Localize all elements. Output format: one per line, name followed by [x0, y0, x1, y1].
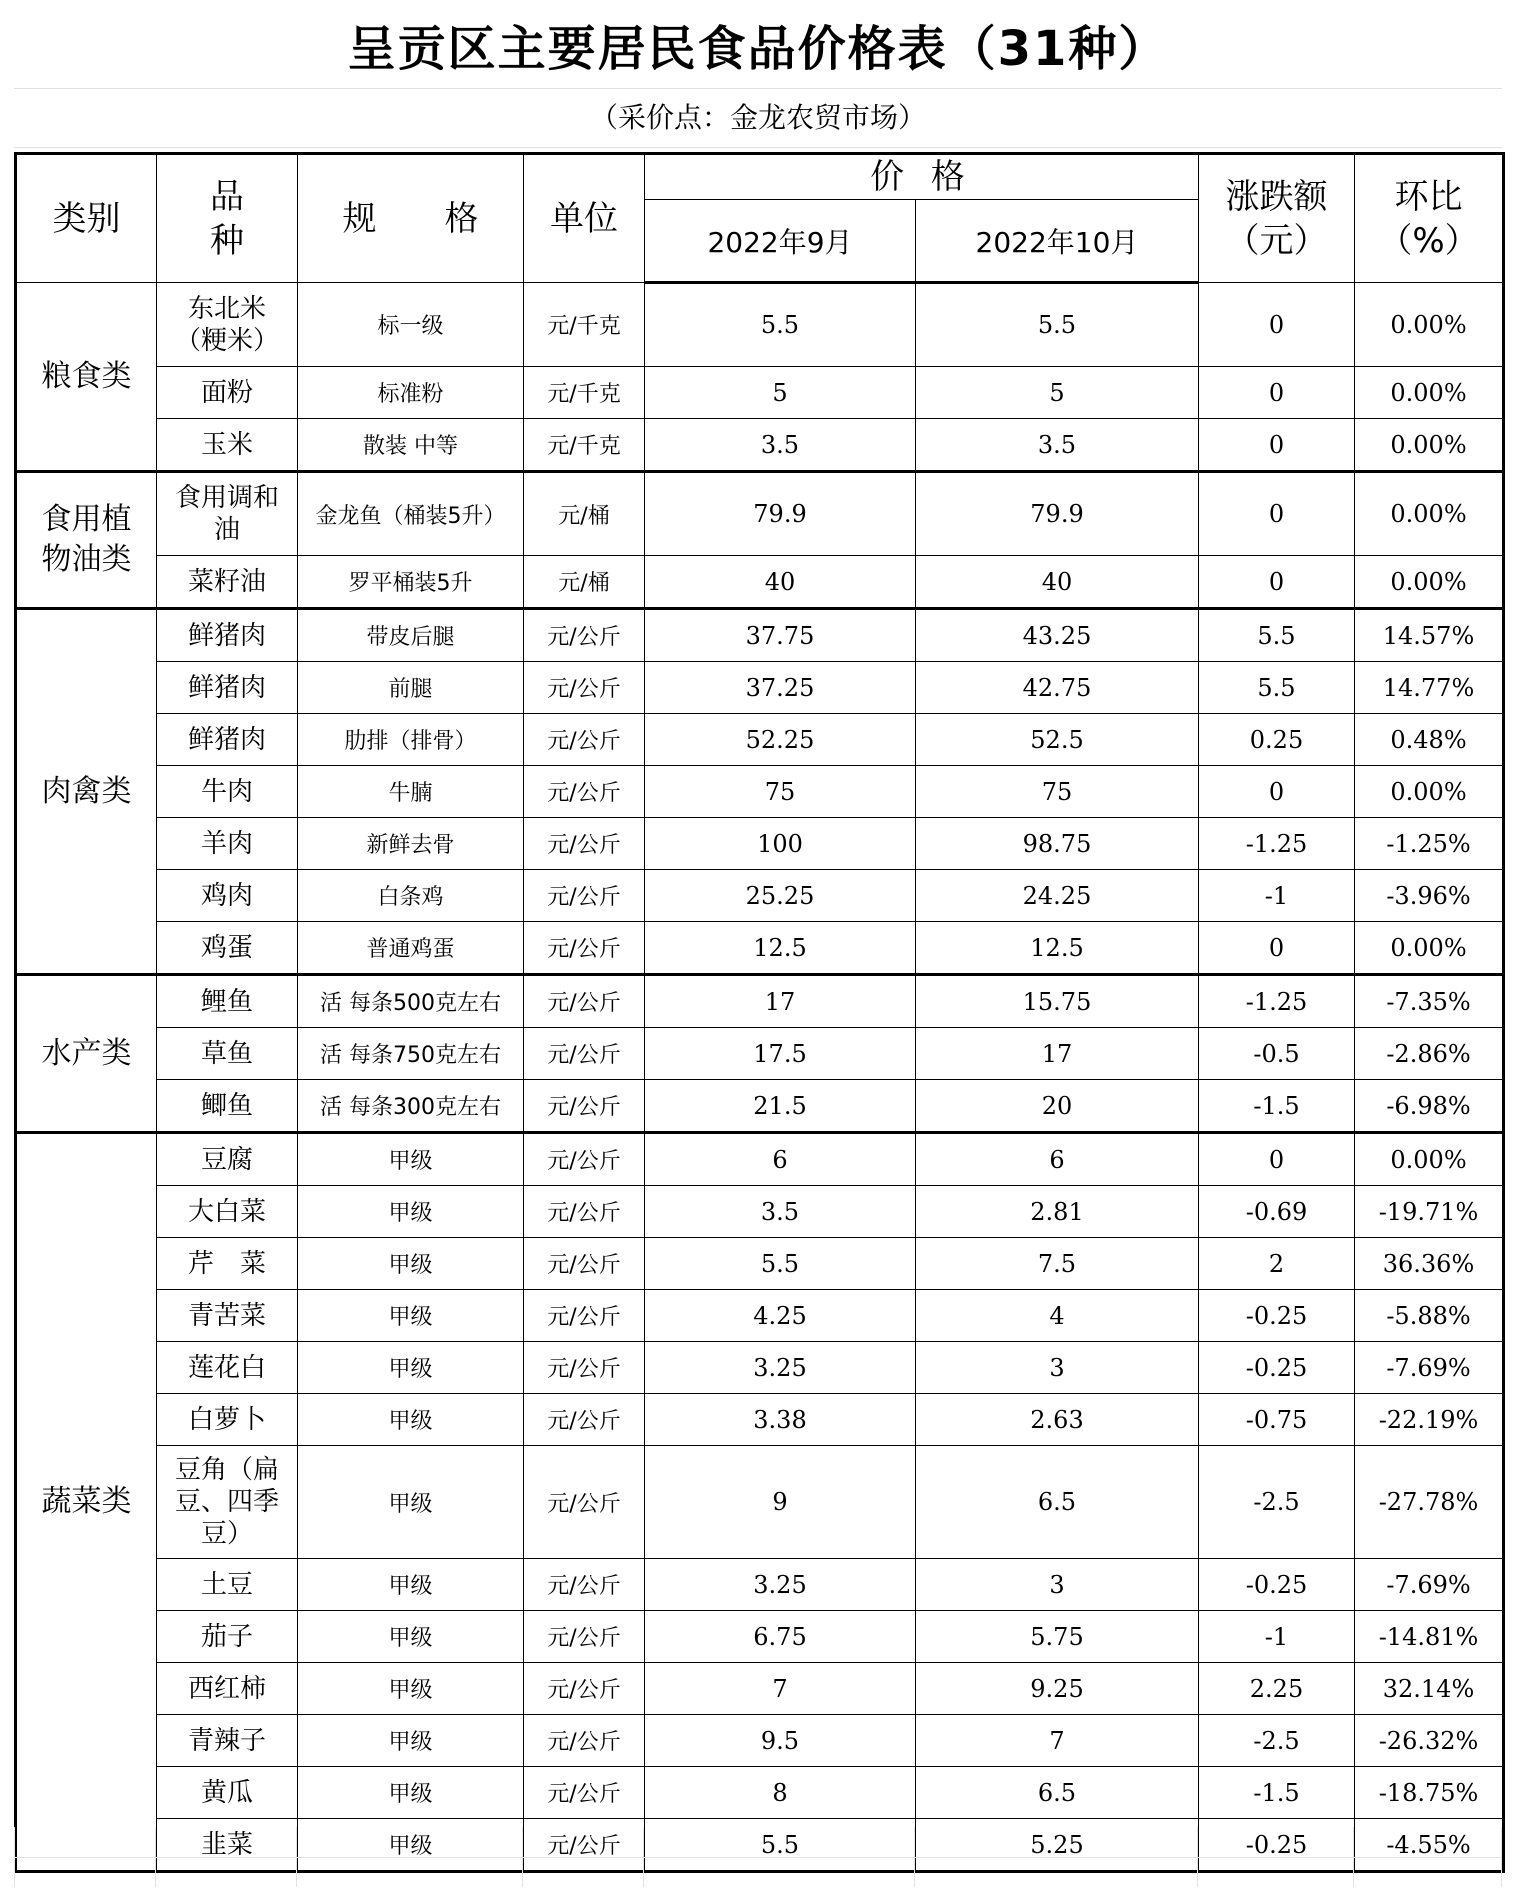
price-sep-cell: 9.5 — [645, 1715, 916, 1767]
price-sep-cell: 6 — [645, 1133, 916, 1186]
price-oct-cell: 6.5 — [916, 1446, 1199, 1559]
ratio-cell: -2.86% — [1355, 1028, 1504, 1080]
price-sep-cell: 37.25 — [645, 662, 916, 714]
change-cell: 0 — [1199, 556, 1355, 609]
table-row — [16, 870, 1504, 922]
price-oct-cell: 42.75 — [916, 662, 1199, 714]
item-name-cell: 鸡肉 — [157, 870, 298, 922]
ratio-cell: -7.35% — [1355, 975, 1504, 1028]
unit-cell: 元/公斤 — [524, 1715, 645, 1767]
price-sep-cell: 4.25 — [645, 1290, 916, 1342]
table-row — [16, 1290, 1504, 1342]
ratio-cell: 0.00% — [1355, 472, 1504, 556]
page-subtitle: （采价点：金龙农贸市场） — [14, 89, 1502, 148]
item-name-cell: 白萝卜 — [157, 1394, 298, 1446]
category-cell: 水产类 — [16, 975, 157, 1133]
unit-cell: 元/公斤 — [524, 1186, 645, 1238]
ratio-cell: 14.57% — [1355, 609, 1504, 662]
spec-cell: 活 每条750克左右 — [298, 1028, 524, 1080]
price-sep-cell: 17 — [645, 975, 916, 1028]
change-cell: 5.5 — [1199, 662, 1355, 714]
item-name-cell: 青苦菜 — [157, 1290, 298, 1342]
table-row — [16, 1559, 1504, 1611]
change-cell: -1 — [1199, 1611, 1355, 1663]
table-row — [16, 1133, 1504, 1186]
spec-cell: 甲级 — [298, 1133, 524, 1186]
table-row — [16, 1767, 1504, 1819]
ratio-cell: 0.00% — [1355, 556, 1504, 609]
category-cell: 粮食类 — [16, 283, 157, 472]
spec-cell: 带皮后腿 — [298, 609, 524, 662]
ratio-cell: -27.78% — [1355, 1446, 1504, 1559]
unit-cell: 元/公斤 — [524, 714, 645, 766]
item-name-cell: 鲜猪肉 — [157, 609, 298, 662]
spec-cell: 甲级 — [298, 1186, 524, 1238]
spec-cell: 肋排（排骨） — [298, 714, 524, 766]
ratio-cell: -6.98% — [1355, 1080, 1504, 1133]
price-oct-cell: 3 — [916, 1342, 1199, 1394]
table-row — [16, 1080, 1504, 1133]
unit-cell: 元/公斤 — [524, 662, 645, 714]
table-row — [16, 1446, 1504, 1559]
change-cell: 2 — [1199, 1238, 1355, 1290]
ratio-cell: -5.88% — [1355, 1290, 1504, 1342]
unit-cell: 元/公斤 — [524, 1767, 645, 1819]
item-name-cell: 食用调和 油 — [157, 472, 298, 556]
unit-cell: 元/公斤 — [524, 1446, 645, 1559]
unit-cell: 元/公斤 — [524, 1611, 645, 1663]
price-sep-cell: 40 — [645, 556, 916, 609]
unit-cell: 元/公斤 — [524, 1559, 645, 1611]
ratio-cell: 0.00% — [1355, 283, 1504, 367]
unit-cell: 元/千克 — [524, 283, 645, 367]
item-name-cell: 西红柿 — [157, 1663, 298, 1715]
header-spec: 规 格 — [298, 154, 524, 283]
spec-cell: 白条鸡 — [298, 870, 524, 922]
spec-cell: 前腿 — [298, 662, 524, 714]
spec-cell: 散装 中等 — [298, 419, 524, 472]
header-month-oct: 2022年10月 — [916, 200, 1199, 283]
price-sep-cell: 3.5 — [645, 419, 916, 472]
price-oct-cell: 52.5 — [916, 714, 1199, 766]
price-sep-cell: 3.25 — [645, 1342, 916, 1394]
price-sep-cell: 8 — [645, 1767, 916, 1819]
change-cell: 0 — [1199, 766, 1355, 818]
change-cell: -1 — [1199, 870, 1355, 922]
spec-cell: 甲级 — [298, 1819, 524, 1872]
table-row — [16, 714, 1504, 766]
table-row — [16, 1186, 1504, 1238]
price-oct-cell: 3.5 — [916, 419, 1199, 472]
unit-cell: 元/公斤 — [524, 1342, 645, 1394]
page-title: 呈贡区主要居民食品价格表（31种） — [14, 10, 1502, 89]
item-name-cell: 黄瓜 — [157, 1767, 298, 1819]
price-oct-cell: 40 — [916, 556, 1199, 609]
change-cell: 0.25 — [1199, 714, 1355, 766]
header-ratio: 环比 （%） — [1355, 154, 1504, 283]
spec-cell: 金龙鱼（桶装5升） — [298, 472, 524, 556]
spec-cell: 甲级 — [298, 1342, 524, 1394]
unit-cell: 元/公斤 — [524, 766, 645, 818]
change-cell: 0 — [1199, 367, 1355, 419]
price-sep-cell: 3.25 — [645, 1559, 916, 1611]
price-sep-cell: 5.5 — [645, 1238, 916, 1290]
ratio-cell: 32.14% — [1355, 1663, 1504, 1715]
spec-cell: 标准粉 — [298, 367, 524, 419]
change-cell: 0 — [1199, 472, 1355, 556]
category-cell: 食用植 物油类 — [16, 472, 157, 609]
table-row — [16, 283, 1504, 367]
price-oct-cell: 15.75 — [916, 975, 1199, 1028]
unit-cell: 元/公斤 — [524, 1290, 645, 1342]
table-row — [16, 609, 1504, 662]
unit-cell: 元/公斤 — [524, 1238, 645, 1290]
item-name-cell: 东北米 （粳米） — [157, 283, 298, 367]
table-row — [16, 818, 1504, 870]
price-oct-cell: 3 — [916, 1559, 1199, 1611]
category-cell: 蔬菜类 — [16, 1133, 157, 1872]
table-row — [16, 1394, 1504, 1446]
price-sep-cell: 37.75 — [645, 609, 916, 662]
change-cell: 0 — [1199, 922, 1355, 975]
price-table — [14, 152, 1505, 1873]
price-oct-cell: 6.5 — [916, 1767, 1199, 1819]
item-name-cell: 豆腐 — [157, 1133, 298, 1186]
unit-cell: 元/公斤 — [524, 922, 645, 975]
change-cell: -0.75 — [1199, 1394, 1355, 1446]
item-name-cell: 鸡蛋 — [157, 922, 298, 975]
price-sep-cell: 5.5 — [645, 283, 916, 367]
ratio-cell: -19.71% — [1355, 1186, 1504, 1238]
price-sep-cell: 3.5 — [645, 1186, 916, 1238]
price-sep-cell: 52.25 — [645, 714, 916, 766]
price-oct-cell: 43.25 — [916, 609, 1199, 662]
price-oct-cell: 20 — [916, 1080, 1199, 1133]
spec-cell: 活 每条300克左右 — [298, 1080, 524, 1133]
unit-cell: 元/公斤 — [524, 1080, 645, 1133]
spec-cell: 甲级 — [298, 1394, 524, 1446]
item-name-cell: 羊肉 — [157, 818, 298, 870]
price-oct-cell: 5.25 — [916, 1819, 1199, 1872]
price-oct-cell: 17 — [916, 1028, 1199, 1080]
ratio-cell: -3.96% — [1355, 870, 1504, 922]
table-row — [16, 1342, 1504, 1394]
price-sep-cell: 79.9 — [645, 472, 916, 556]
item-name-cell: 鲫鱼 — [157, 1080, 298, 1133]
item-name-cell: 茄子 — [157, 1611, 298, 1663]
price-sep-cell: 21.5 — [645, 1080, 916, 1133]
change-cell: 0 — [1199, 419, 1355, 472]
ratio-cell: -7.69% — [1355, 1342, 1504, 1394]
item-name-cell: 豆角（扁 豆、四季 豆） — [157, 1446, 298, 1559]
change-cell: -0.25 — [1199, 1559, 1355, 1611]
change-cell: 5.5 — [1199, 609, 1355, 662]
spec-cell: 甲级 — [298, 1715, 524, 1767]
spec-cell: 活 每条500克左右 — [298, 975, 524, 1028]
change-cell: -2.5 — [1199, 1446, 1355, 1559]
change-cell: -0.25 — [1199, 1342, 1355, 1394]
item-name-cell: 菜籽油 — [157, 556, 298, 609]
ratio-cell: 14.77% — [1355, 662, 1504, 714]
item-name-cell: 鲤鱼 — [157, 975, 298, 1028]
price-oct-cell: 79.9 — [916, 472, 1199, 556]
item-name-cell: 草鱼 — [157, 1028, 298, 1080]
price-oct-cell: 6 — [916, 1133, 1199, 1186]
ratio-cell: 36.36% — [1355, 1238, 1504, 1290]
unit-cell: 元/桶 — [524, 556, 645, 609]
price-sep-cell: 5.5 — [645, 1819, 916, 1872]
item-name-cell: 土豆 — [157, 1559, 298, 1611]
spec-cell: 甲级 — [298, 1767, 524, 1819]
ratio-cell: -26.32% — [1355, 1715, 1504, 1767]
change-cell: -1.5 — [1199, 1767, 1355, 1819]
spec-cell: 普通鸡蛋 — [298, 922, 524, 975]
item-name-cell: 莲花白 — [157, 1342, 298, 1394]
spec-cell: 甲级 — [298, 1559, 524, 1611]
ratio-cell: 0.00% — [1355, 419, 1504, 472]
table-row — [16, 766, 1504, 818]
table-row — [16, 556, 1504, 609]
unit-cell: 元/公斤 — [524, 1394, 645, 1446]
change-cell: -1.5 — [1199, 1080, 1355, 1133]
empty-sheet-area — [14, 1827, 1502, 1887]
change-cell: -0.5 — [1199, 1028, 1355, 1080]
item-name-cell: 青辣子 — [157, 1715, 298, 1767]
unit-cell: 元/桶 — [524, 472, 645, 556]
item-name-cell: 芹 菜 — [157, 1238, 298, 1290]
item-name-cell: 玉米 — [157, 419, 298, 472]
change-cell: -0.69 — [1199, 1186, 1355, 1238]
ratio-cell: 0.00% — [1355, 367, 1504, 419]
unit-cell: 元/公斤 — [524, 870, 645, 922]
spec-cell: 甲级 — [298, 1663, 524, 1715]
price-oct-cell: 7.5 — [916, 1238, 1199, 1290]
spec-cell: 罗平桶装5升 — [298, 556, 524, 609]
price-sep-cell: 12.5 — [645, 922, 916, 975]
price-sheet — [14, 10, 1502, 1873]
spec-cell: 甲级 — [298, 1238, 524, 1290]
header-unit: 单位 — [524, 154, 645, 283]
spec-cell: 甲级 — [298, 1446, 524, 1559]
price-sep-cell: 25.25 — [645, 870, 916, 922]
price-oct-cell: 5.75 — [916, 1611, 1199, 1663]
header-month-sep: 2022年9月 — [645, 200, 916, 283]
item-name-cell: 大白菜 — [157, 1186, 298, 1238]
price-oct-cell: 9.25 — [916, 1663, 1199, 1715]
price-sep-cell: 3.38 — [645, 1394, 916, 1446]
spec-cell: 甲级 — [298, 1611, 524, 1663]
spec-cell: 牛腩 — [298, 766, 524, 818]
table-row — [16, 1611, 1504, 1663]
price-sep-cell: 100 — [645, 818, 916, 870]
price-oct-cell: 7 — [916, 1715, 1199, 1767]
header-item: 品 种 — [157, 154, 298, 283]
price-oct-cell: 12.5 — [916, 922, 1199, 975]
table-row — [16, 922, 1504, 975]
price-sep-cell: 7 — [645, 1663, 916, 1715]
unit-cell: 元/公斤 — [524, 975, 645, 1028]
item-name-cell: 鲜猪肉 — [157, 662, 298, 714]
price-oct-cell: 5.5 — [916, 283, 1199, 367]
change-cell: -0.25 — [1199, 1819, 1355, 1872]
unit-cell: 元/千克 — [524, 419, 645, 472]
unit-cell: 元/公斤 — [524, 818, 645, 870]
table-row — [16, 1238, 1504, 1290]
table-row — [16, 367, 1504, 419]
table-row — [16, 975, 1504, 1028]
ratio-cell: -14.81% — [1355, 1611, 1504, 1663]
table-row — [16, 1715, 1504, 1767]
change-cell: 0 — [1199, 283, 1355, 367]
spec-cell: 标一级 — [298, 283, 524, 367]
table-row — [16, 472, 1504, 556]
price-sep-cell: 17.5 — [645, 1028, 916, 1080]
price-sep-cell: 9 — [645, 1446, 916, 1559]
change-cell: 0 — [1199, 1133, 1355, 1186]
price-sep-cell: 75 — [645, 766, 916, 818]
spec-cell: 新鲜去骨 — [298, 818, 524, 870]
unit-cell: 元/公斤 — [524, 1133, 645, 1186]
price-oct-cell: 5 — [916, 367, 1199, 419]
price-oct-cell: 4 — [916, 1290, 1199, 1342]
change-cell: 2.25 — [1199, 1663, 1355, 1715]
price-oct-cell: 2.63 — [916, 1394, 1199, 1446]
price-oct-cell: 98.75 — [916, 818, 1199, 870]
price-oct-cell: 24.25 — [916, 870, 1199, 922]
unit-cell: 元/公斤 — [524, 1819, 645, 1872]
header-category: 类别 — [16, 154, 157, 283]
item-name-cell: 鲜猪肉 — [157, 714, 298, 766]
change-cell: -1.25 — [1199, 975, 1355, 1028]
unit-cell: 元/公斤 — [524, 609, 645, 662]
header-change: 涨跌额 （元） — [1199, 154, 1355, 283]
ratio-cell: -7.69% — [1355, 1559, 1504, 1611]
price-oct-cell: 75 — [916, 766, 1199, 818]
table-row — [16, 662, 1504, 714]
ratio-cell: 0.00% — [1355, 1133, 1504, 1186]
category-cell: 肉禽类 — [16, 609, 157, 975]
item-name-cell: 牛肉 — [157, 766, 298, 818]
price-oct-cell: 2.81 — [916, 1186, 1199, 1238]
price-sep-cell: 6.75 — [645, 1611, 916, 1663]
ratio-cell: -1.25% — [1355, 818, 1504, 870]
unit-cell: 元/公斤 — [524, 1028, 645, 1080]
ratio-cell: -22.19% — [1355, 1394, 1504, 1446]
ratio-cell: 0.00% — [1355, 922, 1504, 975]
ratio-cell: -18.75% — [1355, 1767, 1504, 1819]
change-cell: -2.5 — [1199, 1715, 1355, 1767]
change-cell: -1.25 — [1199, 818, 1355, 870]
ratio-cell: 0.48% — [1355, 714, 1504, 766]
table-row — [16, 1028, 1504, 1080]
unit-cell: 元/千克 — [524, 367, 645, 419]
header-price: 价 格 — [645, 154, 1199, 200]
table-row — [16, 1663, 1504, 1715]
table-row — [16, 419, 1504, 472]
item-name-cell: 韭菜 — [157, 1819, 298, 1872]
spec-cell: 甲级 — [298, 1290, 524, 1342]
item-name-cell: 面粉 — [157, 367, 298, 419]
ratio-cell: -4.55% — [1355, 1819, 1504, 1872]
change-cell: -0.25 — [1199, 1290, 1355, 1342]
unit-cell: 元/公斤 — [524, 1663, 645, 1715]
price-sep-cell: 5 — [645, 367, 916, 419]
ratio-cell: 0.00% — [1355, 766, 1504, 818]
